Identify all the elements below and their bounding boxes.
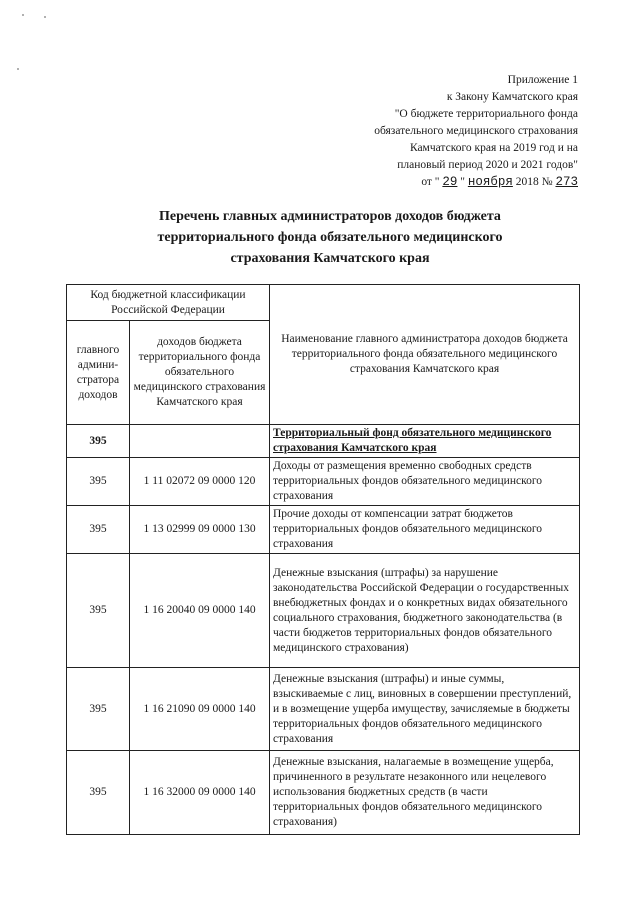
- cell-name: Денежные взыскания (штрафы) и иные суммы, взыскиваемые с лиц, виновных в совершении преступлений, и в возмещение ущерба имуществу, зачисляемые в бюджеты территориальных фондов обязательного медицинского страхования: [270, 668, 580, 751]
- cell-income-code: 1 11 02072 09 0000 120: [130, 458, 270, 506]
- cell-name: Территориальный фонд обязательного медицинского страхования Камчатского края: [270, 425, 580, 458]
- cell-name: Денежные взыскания (штрафы) за нарушение законодательства Российской Федерации о государственных внебюджетных фондах и о конкретных видах обязательного социального страхования, бюджетного законодательства (в части бюджетов территориальных фондов обязательного медицинского страхования): [270, 554, 580, 668]
- cell-admin-code: 395: [67, 751, 130, 835]
- table-row: [67, 751, 580, 835]
- table-row: [67, 425, 580, 458]
- scan-speck: [22, 14, 24, 16]
- table-row: [67, 506, 580, 554]
- cell-name: Прочие доходы от компенсации затрат бюджетов территориальных фондов обязательного медицинского страхования: [270, 506, 580, 554]
- appendix-line: "О бюджете территориального фонда: [394, 108, 578, 120]
- number-sign: №: [541, 176, 553, 188]
- appendix-line: обязательного медицинского страхования: [374, 125, 578, 137]
- table-header-row: [67, 285, 580, 321]
- cell-income-code: 1 16 20040 09 0000 140: [130, 554, 270, 668]
- cell-admin-code: 395: [67, 425, 130, 458]
- appendix-line: плановый период 2020 и 2021 годов": [397, 159, 578, 171]
- date-year: 2018: [515, 176, 539, 188]
- header-name: Наименование главного администратора доходов бюджета территориального фонда обязательного медицинского страхования Камчатского края: [270, 285, 580, 425]
- title-line: страхования Камчатского края: [230, 251, 430, 266]
- cell-admin-code: 395: [67, 668, 130, 751]
- cell-name: Денежные взыскания, налагаемые в возмещение ущерба, причиненного в результате незаконного или нецелевого использования бюджетных средств (в части территориальных фондов обязательного медицинского страхования): [270, 751, 580, 835]
- cell-admin-code: 395: [67, 458, 130, 506]
- table-row: [67, 554, 580, 668]
- header-code-group: Код бюджетной классификации Российской Федерации: [67, 285, 270, 321]
- cell-admin-code: 395: [67, 554, 130, 668]
- table-row: [67, 668, 580, 751]
- date-month: ноября: [467, 175, 513, 189]
- appendix-header: [330, 72, 578, 191]
- cell-name: Доходы от размещения временно свободных средств территориальных фондов обязательного медицинского страхования: [270, 458, 580, 506]
- cell-admin-code: 395: [67, 506, 130, 554]
- date-quote: ": [460, 176, 465, 188]
- appendix-date-line: [330, 174, 578, 191]
- header-admin: главного админи- стратора доходов: [67, 321, 130, 425]
- table-row: [67, 458, 580, 506]
- appendix-line: Приложение 1: [507, 74, 578, 86]
- scan-speck: [17, 68, 19, 70]
- header-income: доходов бюджета территориального фонда обязательного медицинского страхования Камчатского края: [130, 321, 270, 425]
- law-number: 273: [555, 175, 578, 189]
- cell-income-code: [130, 425, 270, 458]
- document-title: [100, 206, 560, 269]
- cell-income-code: 1 16 32000 09 0000 140: [130, 751, 270, 835]
- date-day: 29: [442, 175, 458, 189]
- appendix-line: Камчатского края на 2019 год и на: [409, 142, 578, 154]
- date-prefix: от ": [421, 176, 440, 188]
- title-line: территориального фонда обязательного медицинского: [157, 230, 503, 245]
- cell-income-code: 1 16 21090 09 0000 140: [130, 668, 270, 751]
- scan-speck: [44, 16, 46, 18]
- title-line: Перечень главных администраторов доходов бюджета: [159, 209, 501, 224]
- cell-income-code: 1 13 02999 09 0000 130: [130, 506, 270, 554]
- appendix-line: к Закону Камчатского края: [446, 91, 578, 103]
- administrators-table: [66, 284, 580, 835]
